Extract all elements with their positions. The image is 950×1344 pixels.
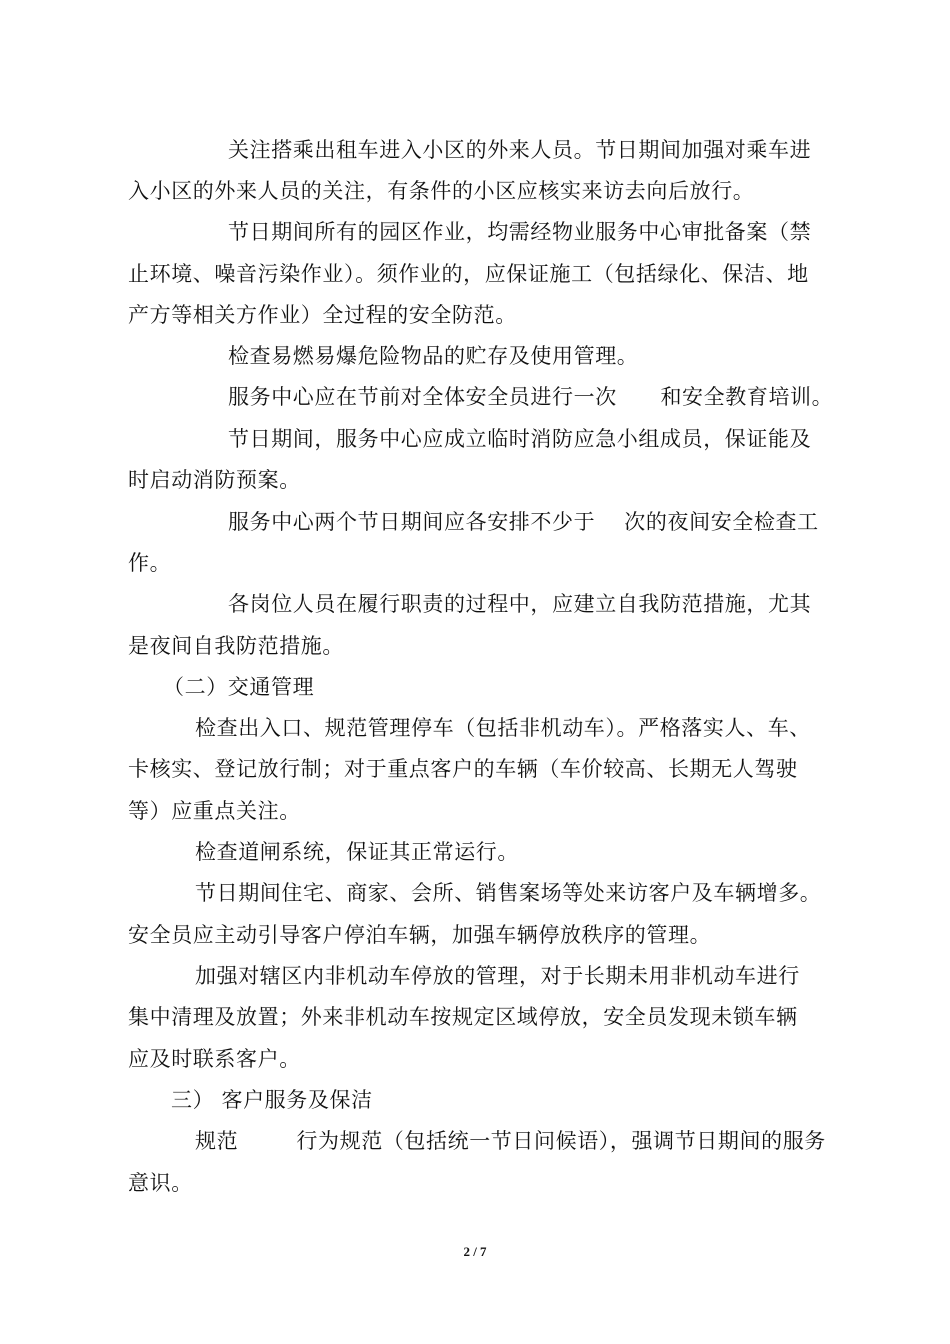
text-line: 关注搭乘出租车进入小区的外来人员。节日期间加强对乘车进 [228,138,812,162]
text-line: 检查易燃易爆危险物品的贮存及使用管理。 [228,344,639,368]
section-heading: （二）交通管理 [163,675,315,699]
text-line: 安全员应主动引导客户停泊车辆，加强车辆停放秩序的管理。 [128,923,712,947]
text-line: 节日期间，服务中心应成立临时消防应急小组成员，保证能及 [228,427,812,451]
text-line: 规范 行为规范（包括统一节日问候语），强调节日期间的服务 [195,1129,826,1153]
text-line: 检查道闸系统，保证其正常运行。 [195,840,519,864]
text-line: 各岗位人员在履行职责的过程中，应建立自我防范措施，尤其 [228,592,812,616]
text-line: 入小区的外来人员的关注，有条件的小区应核实来访去向后放行。 [128,179,755,203]
text-line: 节日期间住宅、商家、会所、销售案场等处来访客户及车辆增多。 [195,881,822,905]
text-line: 卡核实、登记放行制；对于重点客户的车辆（车价较高、长期无人驾驶 [128,757,798,781]
text-line: 加强对辖区内非机动车停放的管理，对于长期未用非机动车进行 [195,964,800,988]
text-line: 止环境、噪音污染作业）。须作业的，应保证施工（包括绿化、保洁、地 [128,262,809,286]
text-line: 作。 [128,551,172,575]
text-line: 意识。 [128,1171,193,1195]
section-heading: 三） 客户服务及保洁 [171,1088,373,1112]
text-line: 检查出入口、规范管理停车（包括非机动车）。严格落实人、车、 [195,716,811,740]
text-line: 是夜间自我防范措施。 [128,634,344,658]
text-line: 等）应重点关注。 [128,799,301,823]
page-number: 2 / 7 [463,1244,487,1259]
text-line: 服务中心应在节前对全体安全员进行一次 和安全教育培训。 [228,385,834,409]
text-line: 集中清理及放置；外来非机动车按规定区域停放，安全员发现未锁车辆 [128,1005,798,1029]
text-line: 产方等相关方作业）全过程的安全防范。 [128,303,517,327]
text-line: 应及时联系客户。 [128,1047,301,1071]
text-line: 节日期间所有的园区作业，均需经物业服务中心审批备案（禁 [228,220,812,244]
text-line: 时启动消防预案。 [128,468,301,492]
text-line: 服务中心两个节日期间应各安排不少于 次的夜间安全检查工 [228,510,819,534]
